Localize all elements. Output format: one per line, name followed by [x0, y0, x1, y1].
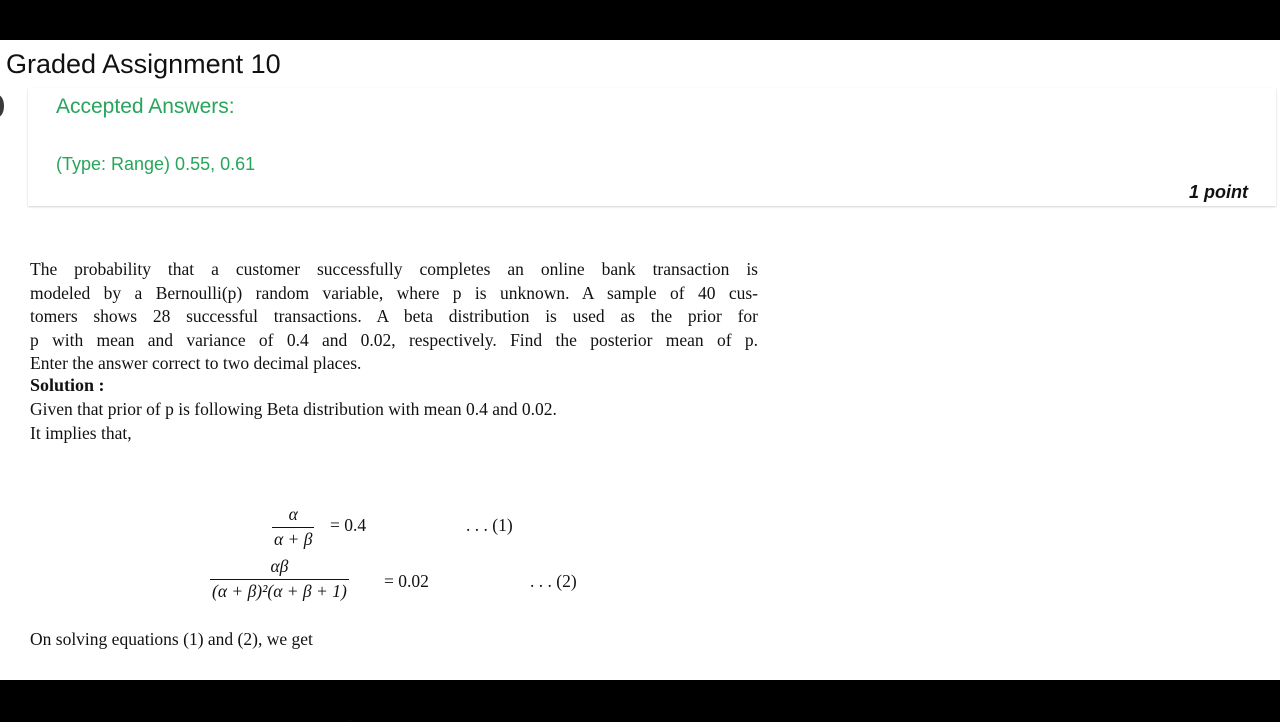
solution-given: Given that prior of p is following Beta distribution with mean 0.4 and 0.02. — [30, 399, 557, 419]
solution-implies: It implies that, — [30, 423, 132, 443]
solution-heading: Solution : — [30, 375, 105, 395]
equation-2-label: . . . (2) — [530, 571, 577, 591]
accepted-answers-card — [28, 88, 1276, 206]
equation-1-rhs: = 0.4 — [330, 515, 367, 535]
equation-2-rhs: = 0.02 — [384, 571, 429, 591]
edge-indicator — [0, 95, 4, 117]
solving-text: On solving equations (1) and (2), we get — [30, 629, 313, 649]
equation-1-numerator: α — [288, 504, 298, 524]
fraction-bar — [210, 579, 349, 580]
equation-1-fraction — [272, 504, 314, 550]
question-line: p with mean and variance of 0.4 and 0.02, respectively. Find the posterior mean of p. — [30, 329, 758, 350]
accepted-answer-value: (Type: Range) 0.55, 0.61 — [56, 154, 256, 174]
accepted-answers-heading: Accepted Answers: — [56, 95, 235, 118]
bottom-frame-bar — [0, 680, 1280, 720]
assignment-viewport — [0, 40, 1280, 680]
equation-1-denominator: α + β — [274, 529, 313, 549]
question-line: Enter the answer correct to two decimal places. — [30, 353, 362, 373]
question-line: tomers shows 28 successful transactions. A beta distribution is used as the prior for — [30, 306, 758, 326]
equation-2-denominator: (α + β)²(α + β + 1) — [212, 581, 347, 601]
question-image — [28, 250, 766, 690]
equation-2-numerator: αβ — [270, 556, 289, 576]
question-text — [30, 258, 758, 376]
fraction-bar — [272, 527, 314, 528]
question-line: The probability that a customer successfully completes an online bank transaction is — [30, 259, 758, 279]
page-title: Graded Assignment 10 — [6, 49, 281, 79]
question-points: 1 point — [1189, 182, 1248, 202]
equation-2-fraction — [210, 556, 349, 602]
equation-1-label: . . . (1) — [466, 515, 513, 535]
question-line: modeled by a Bernoulli(p) random variable, where p is unknown. A sample of 40 cus- — [30, 282, 758, 303]
